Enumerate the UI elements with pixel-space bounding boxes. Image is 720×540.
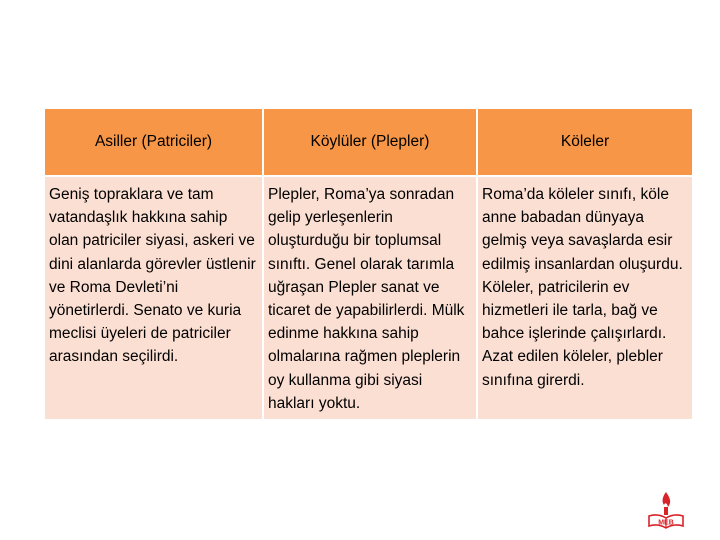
- comparison-table: [43, 107, 694, 421]
- logo-text: MEB: [658, 519, 674, 527]
- header-slaves: Köleler: [477, 108, 693, 176]
- meb-logo-icon: [645, 490, 687, 532]
- header-plebeians: Köylüler (Plepler): [263, 108, 477, 176]
- cell-patricians: Geniş topraklara ve tam vatandaşlık hakkına sahip olan patriciler siyasi, askeri ve dini alanlarda görevler üstlenir ve Roma Devleti’ni yönetirlerdi. Senato ve kuria meclisi üyeleri de patriciler arasından seçilirdi.: [44, 176, 263, 420]
- cell-plebeians: Plepler, Roma’ya sonradan gelip yerleşenlerin oluşturduğu bir toplumsal sınıftı. Genel olarak tarımla uğraşan Plepler sanat ve ticaret de yapabilirlerdi. Mülk edinme hakkına sahip olmalarına rağmen pleplerin oy kullanma gibi siyasi hakları yoktu.: [263, 176, 477, 420]
- header-row: [44, 108, 693, 176]
- body-row: [44, 176, 693, 420]
- header-patricians: Asiller (Patriciler): [44, 108, 263, 176]
- cell-slaves: Roma’da köleler sınıfı, köle anne babadan dünyaya gelmiş veya savaşlarda esir edilmiş insanlardan oluşurdu. Köleler, patricilerin ev hizmetleri ile tarla, bağ ve bahce işlerinde çalışırlardı. Azat edilen köleler, plebler sınıfına girerdi.: [477, 176, 693, 420]
